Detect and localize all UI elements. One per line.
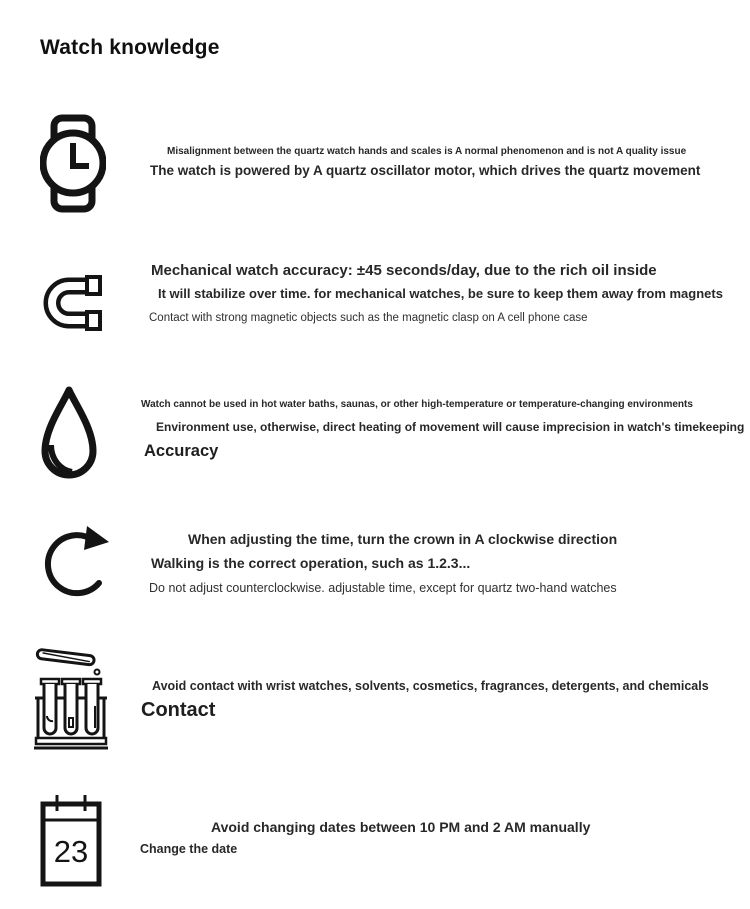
magnetism-caption-line: Contact with strong magnetic objects such as the magnetic clasp on A cell phone case [149,312,588,324]
quartz-note-line: Misalignment between the quartz watch hands and scales is A normal phenomenon and is not A quality issue [167,146,687,157]
temperature-keyword: Accuracy [144,442,219,460]
chemicals-keyword: Contact [141,699,216,721]
quartz-main-line: The watch is powered by A quartz oscillator motor, which drives the quartz movement [150,163,701,178]
magnet-icon [38,264,106,342]
test-tubes-icon [34,646,108,753]
page-title: Watch knowledge [40,36,220,59]
adjust-heading-line: When adjusting the time, turn the crown in A clockwise direction [188,531,618,547]
date-body-line: Change the date [140,842,238,856]
chemicals-body-line: Avoid contact with wrist watches, solvents, cosmetics, fragrances, detergents, and chemicals [152,679,709,693]
adjust-body-line: Walking is the correct operation, such as 1.2.3... [151,555,471,571]
magnetism-heading-line: Mechanical watch accuracy: ±45 seconds/day, due to the rich oil inside [151,262,657,279]
calendar-icon [40,794,102,887]
temperature-note-line: Watch cannot be used in hot water baths, saunas, or other high-temperature or temperature-changing environments [141,399,693,410]
date-heading-line: Avoid changing dates between 10 PM and 2 AM manually [211,819,591,835]
temperature-body-line: Environment use, otherwise, direct heating of movement will cause imprecision in watch's timekeeping [156,420,745,434]
calendar-date: 23 [53,834,89,869]
magnetism-body-line: It will stabilize over time. for mechanical watches, be sure to keep them away from magnets [158,286,723,301]
clockwise-arrow-icon [36,523,110,606]
adjust-caption-line: Do not adjust counterclockwise. adjustable time, except for quartz two-hand watches [149,581,617,595]
water-drop-icon [38,383,100,488]
watch-icon [40,114,106,213]
